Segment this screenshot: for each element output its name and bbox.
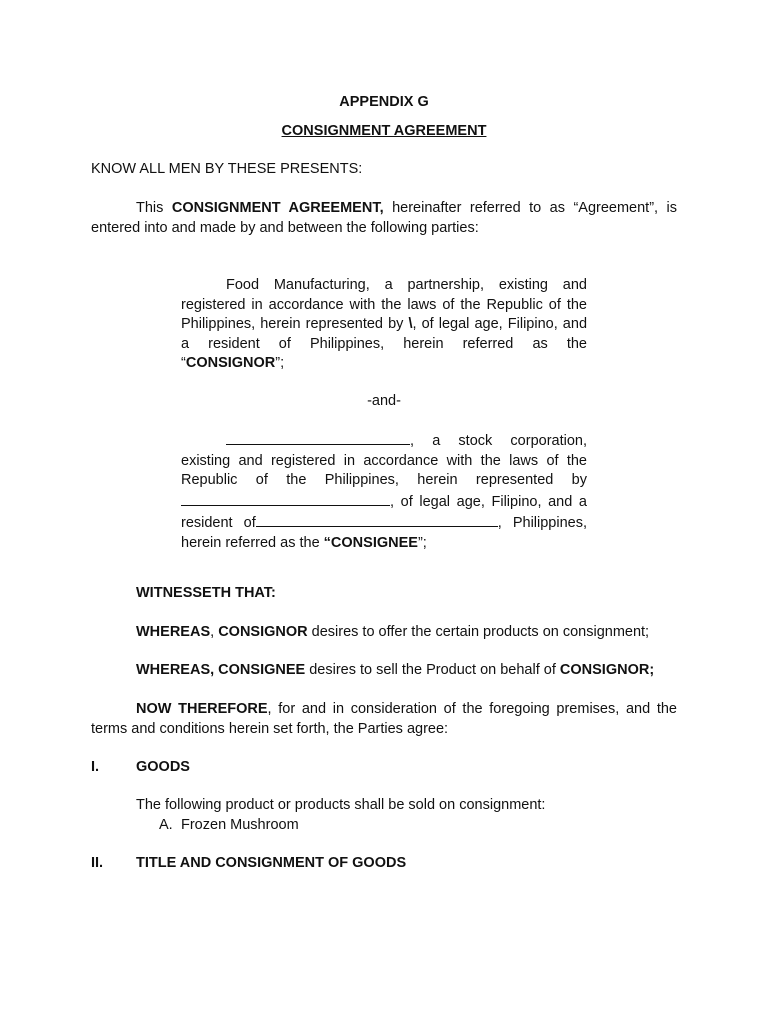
list-item: A. Frozen Mushroom [159,817,299,833]
goods-intro: The following product or products shall be sold on consignment: [136,797,546,813]
consignee-block: , a stock corporation, existing and registered in accordance with the laws of the Republic of the Philippines, herein represented by , of legal age, Filipino, and a resident of , Philippines, herein referred as the “CONSIGNEE”; [181,430,587,553]
appendix-label [0,93,768,113]
opening-paragraph: This CONSIGNMENT AGREEMENT, hereinafter referred to as “Agreement”, is entered into and made by and between the following parties: [91,200,677,236]
now-therefore-paragraph: NOW THEREFORE, for and in consideration of the foregoing premises, and the terms and conditions herein set forth, the Parties agree: [91,701,677,737]
section-heading-title-consignment: II. TITLE AND CONSIGNMENT OF GOODS [91,855,407,871]
and-separator: -and- [367,393,401,409]
appendix-text: APPENDIX G [339,94,429,110]
consignee-residence-blank[interactable] [256,512,498,527]
consignee-representative-blank[interactable] [181,491,390,506]
whereas-consignee: WHEREAS, CONSIGNEE desires to sell the Product on behalf of CONSIGNOR; [136,662,655,678]
document-title [0,122,768,142]
witnesseth-heading: WITNESSETH THAT: [136,585,276,601]
consignee-name-blank[interactable] [226,430,410,445]
document-title-text: CONSIGNMENT AGREEMENT [281,123,487,139]
section-heading-goods: I. GOODS [91,759,190,775]
whereas-consignor: WHEREAS, CONSIGNOR desires to offer the certain products on consignment; [136,624,650,640]
consignor-block: Food Manufacturing, a partnership, existing and registered in accordance with the laws of the Republic of the Philippines, herein represented by \, of legal age, Filipino, and a resident of Philippines, herein referred as the “CONSIGNOR”; [181,277,588,371]
intro-line: KNOW ALL MEN BY THESE PRESENTS: [91,161,363,177]
